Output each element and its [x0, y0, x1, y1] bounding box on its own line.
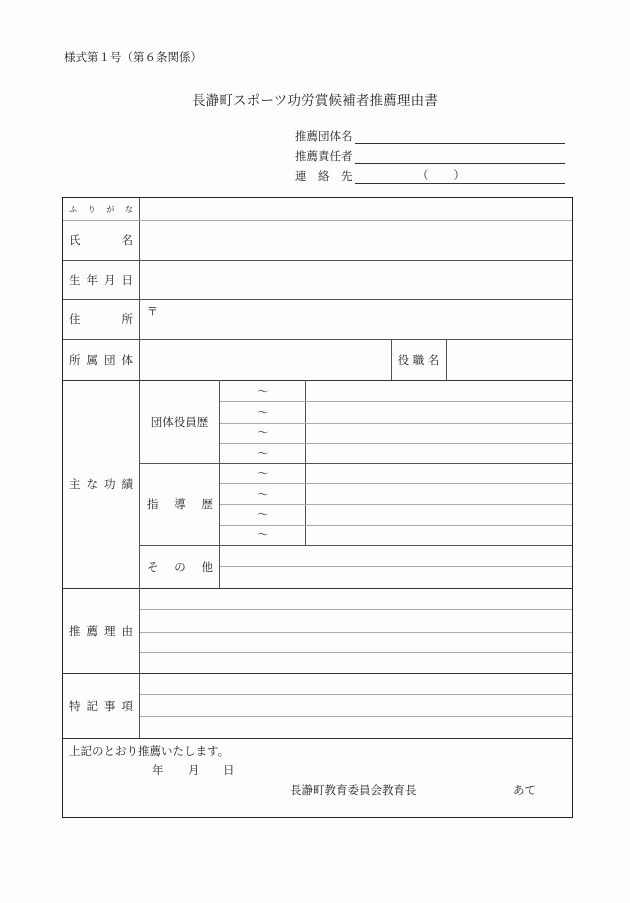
addressee: 長瀞町教育委員会教育長 — [290, 783, 417, 797]
range-mark: ～ — [257, 406, 269, 419]
position-field[interactable] — [447, 340, 572, 379]
range-mark: ～ — [257, 508, 269, 521]
other-field[interactable] — [220, 546, 572, 588]
contact-row — [295, 168, 565, 184]
postal-mark: 〒 — [147, 305, 158, 318]
honorific: あて — [513, 783, 536, 797]
form-number: 様式第１号（第６条関係） — [64, 50, 202, 64]
responsible-person-label: 推薦責任者 — [295, 149, 353, 163]
other-label: そ の 他 — [147, 559, 213, 574]
achievements-label: 主 な 功 績 — [69, 477, 133, 491]
coaching-history-label: 指 導 歴 — [147, 497, 213, 511]
affiliation-label: 所 属 団 体 — [69, 352, 133, 367]
range-mark: ～ — [257, 488, 269, 501]
range-mark: ～ — [257, 385, 269, 398]
furigana-label: ふ り が な — [69, 204, 133, 214]
position-label: 役 職 名 — [397, 352, 440, 367]
address-label: 住 所 — [69, 312, 133, 326]
recommendation-statement: 上記のとおり推薦いたします。 — [69, 744, 230, 758]
paren-open: （ — [417, 168, 429, 182]
furigana-field[interactable] — [140, 198, 572, 220]
responsible-person-row — [295, 148, 565, 164]
contact-label: 連 絡 先 — [295, 169, 353, 183]
birth-date-label: 生 年 月 日 — [69, 272, 133, 287]
officer-history-label: 団体役員歴 — [150, 414, 209, 429]
name-label: 氏 名 — [69, 233, 133, 247]
birth-date-field[interactable] — [140, 261, 572, 298]
divider — [63, 738, 572, 739]
recommending-org-row — [295, 128, 565, 144]
affiliation-field[interactable] — [140, 340, 390, 379]
date-month-label: 月 — [188, 763, 200, 777]
nomination-table — [62, 197, 573, 818]
notes-label: 特 記 事 項 — [69, 698, 133, 713]
date-day-label: 日 — [223, 763, 235, 777]
range-mark: ～ — [257, 447, 269, 460]
notes-field[interactable] — [140, 674, 572, 738]
recommending-org-field[interactable] — [355, 129, 565, 144]
range-mark: ～ — [257, 467, 269, 480]
paren-close: ） — [453, 168, 465, 182]
range-mark: ～ — [257, 426, 269, 439]
address-field[interactable] — [140, 300, 572, 338]
contact-field[interactable] — [355, 169, 565, 184]
document-title: 長瀞町スポーツ功労賞候補者推薦理由書 — [191, 93, 439, 109]
range-mark: ～ — [257, 528, 269, 541]
officer-history-field[interactable] — [306, 381, 572, 463]
date-year-label: 年 — [152, 763, 164, 777]
responsible-person-field[interactable] — [355, 149, 565, 164]
recommending-org-label: 推薦団体名 — [295, 129, 353, 143]
reason-field[interactable] — [140, 589, 572, 673]
name-field[interactable] — [140, 221, 572, 259]
reason-label: 推 薦 理 由 — [69, 623, 133, 638]
coaching-history-field[interactable] — [306, 464, 572, 545]
